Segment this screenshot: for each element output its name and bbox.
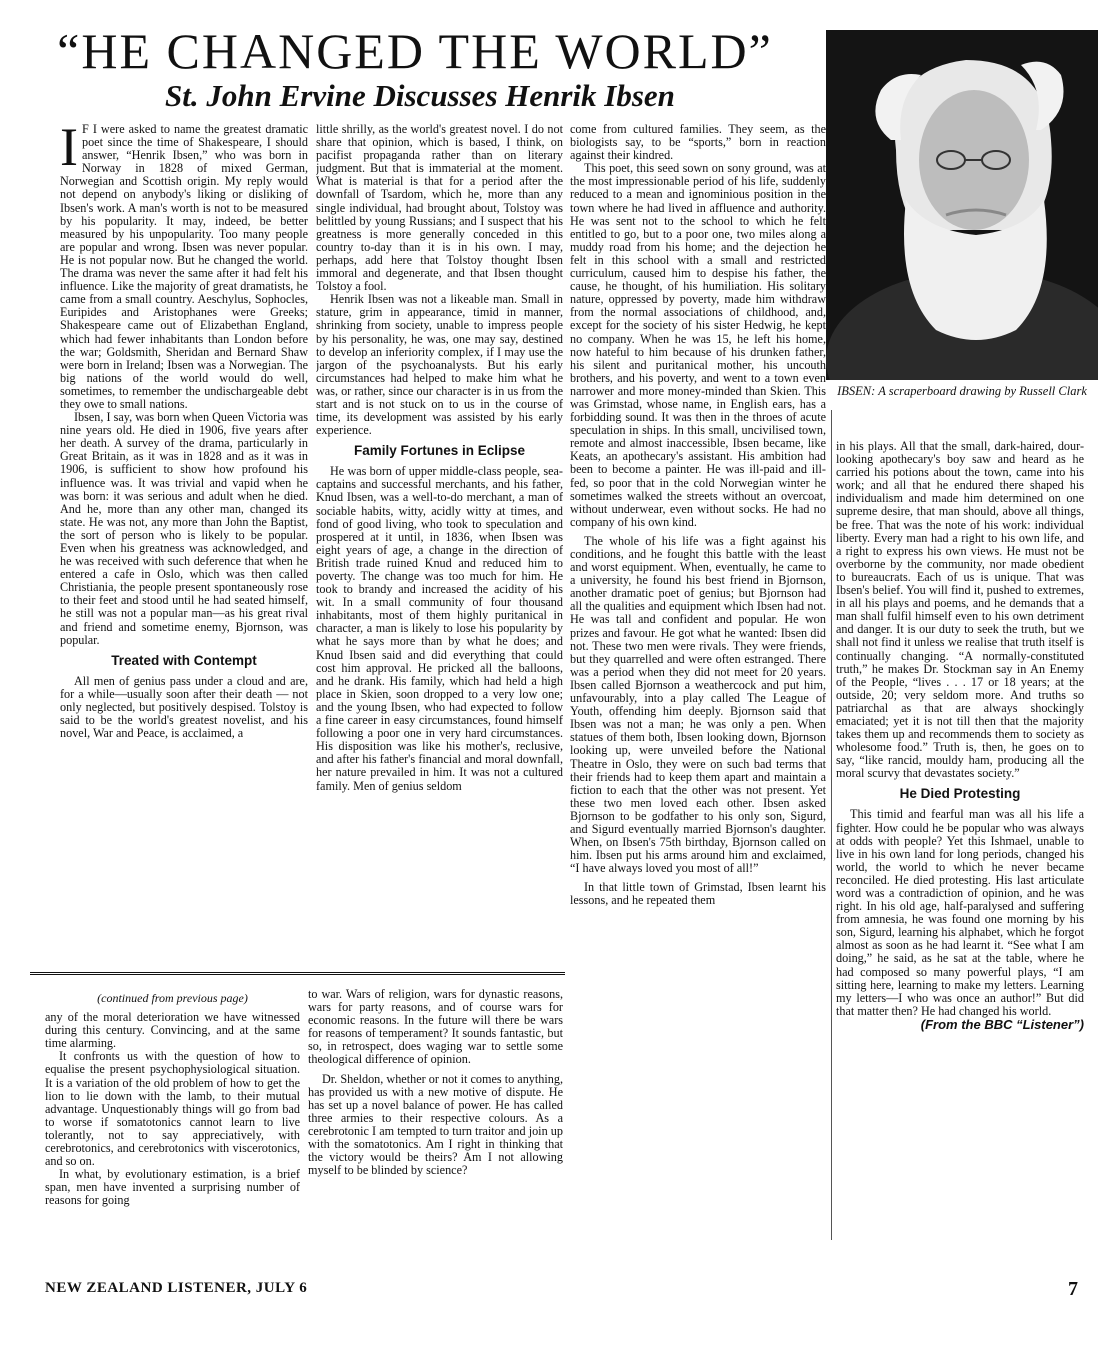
- col3-p1: come from cultured families. They seem, as the biologists say, to be “sports,” born in reaction against their kindred.: [570, 123, 826, 163]
- page-number: 7: [1068, 1278, 1078, 1300]
- continued-column-a: [45, 988, 300, 1238]
- section-heading-he-died-protesting: He Died Protesting: [899, 786, 1021, 802]
- column-divider: [831, 410, 832, 1240]
- col4-p1: in his plays. All that the small, dark-haired, dour-looking apothecary's boy saw and heard as he carried his potions about the town, came into his work; and all that he endured there shaped his individualism and made him determined on one supreme desire, that man should, above all things, be free. That was the note of his work: individual liberty. Every man had a right to his own life, and a right to express his own views. He must not be overborne by the community, nor made obedient to bureaucrats. Each of us is unique. That was Ibsen's belief. You will find it, pushed to extremes, in all his plays and poems, and he demands that a man shall fulfil himself even to his own detriment and danger. It is our duty to seek the truth, but we shall not find it unless we realise that truth itself is continually changing. “A normally-constituted truth,” he makes Dr. Stockman say in An Enemy of the People, “lives . . . 17 or 18 years; at the outside, 20; very seldom more. And truths so patriarchal as that are always shockingly emaciated; yet it is not till then that the majority takes them up and recommends them to society as wholesome food.” Truth is, then, he goes on to say, “like rancid, mouldy ham, producing all the moral scurvy that devastates society.”: [836, 440, 1084, 781]
- continued-label: (continued from previous page): [97, 991, 248, 1005]
- subheadline: St. John Ervine Discusses Henrik Ibsen: [165, 78, 675, 113]
- col3-p3: The whole of his life was a fight against his conditions, and he fought this battle with the least and worst equipment. When, eventually, he came to a university, he found his best friend in Bjornson, another dramatic poet of genius; but Bjornson had all the qualities and equipment which Ibsen had not. He was tall and confident and popular. He won prizes and favour. He got what he wanted: Ibsen did not. These two men were rivals. They were friends, but they quarrelled and were often estranged. There was a period when they did not meet for 20 years. Ibsen called Bjornson a weathercock and put him, unfavourably, into a play called The League of Youth, offending him deeply. Bjornson said that Ibsen was not a man; he was only a pen. When statues of them both, Ibsen looking down, Bjornson looking up, were unveiled before the National Theatre in Oslo, they were on such bad terms that their friends had to keep them apart and maintain a fiction to each that the other was not present. Yet these two men loved each other. Ibsen asked Bjornson to be godfather to his only son, Sigurd, and Sigurd eventually married Bjornson's daughter. When, on Ibsen's 75th birthday, Bjornson called on him. Ibsen put his arms around him and exclaimed, “I have always loved you most of all!”: [570, 533, 826, 876]
- ibsen-portrait: [826, 30, 1098, 380]
- section-divider-rule: [30, 972, 565, 975]
- col1-p3: All men of genius pass under a cloud and are, for a while—usually soon after their death — not only neglected, but positively despised. Tolstoy is said to be the world's greatest novelist, and his novel, War and Peace, is acclaimed, a: [60, 673, 308, 741]
- source-credit: (From the BBC “Listener”): [920, 1016, 1084, 1032]
- contA-p3: In what, by evolutionary estimation, is a brief span, men have invented a surprising number of reasons for going: [45, 1167, 300, 1208]
- col3-p2: This poet, this seed sown on sony ground, was at the most impressionable period of his life, suddenly reduced to a mean and ignominious position in the town where he had lived in affluence and authority. He was sent not to the school to which he felt entitled to go, but to a poor one, two miles along a muddy road from his home; and the dejection he felt in this school with a small and restricted curriculum, caused him to despise his father, the cause, he thought, of his humiliation. His solitary nature, oppressed by poverty, made him withdraw from the normal associations of childhood, and, except for the society of his sister Hedwig, he kept no company. When he was 15, he left his home, now hateful to him because of his drunken father, his silent and puritanical mother, his uncouth brothers, and his poverty, and went to a town even narrower and more money-minded than Skien. This was Grimstad, whose name, in English ears, has a forbidding sound. It was then in the throes of acute speculation in ships. In this small, uncivilised town, remote and almost inaccessible, Ibsen became, like Keats, an apothecary's assistant. His ambition had been to become a painter. He was ill-paid and ill-fed, so poor that in the cold Norwegian winter he sometimes walked the streets without an overcoat, without underwear, even without socks. He had no company of his own kind.: [570, 161, 826, 529]
- col2-p2: Henrik Ibsen was not a likeable man. Small in stature, grim in appearance, timid in manner, shrinking from society, unable to impress people by his personality, he was, one may say, destined to develop an inferiority complex, if I may use the jargon of the psychoanalysts. But his early circumstances had helped to make him what he was, or rather, since our character is in us from the start and is not stuck on to us in the course of time, its development was assisted by his early experience.: [316, 292, 563, 438]
- article-column-4: [836, 440, 1084, 1270]
- col2-p1: little shrilly, as the world's greatest novel. I do not share that opinion, which is based, I think, on pacifist propaganda rather than on literary judgment. But that is immaterial at the moment. What is material is that for a period after the downfall of Tsardom, which he, more than any single individual, had brought about, Tolstoy was belittled by young Russians; and I suspect that his greatness is more generally conceded in this country to-day than it is in his own. I may, perhaps, add here that Tolstoy thought Ibsen immoral and degenerate, and that Ibsen thought Tolstoy a fool.: [316, 123, 563, 294]
- col1-p1: F I were asked to name the greatest dramatic poet since the time of Shakespeare, I should answer, “Henrik Ibsen,” who was born in Norway in 1828 of mixed German, Norwegian and Scottish origin. My reply would not depend on anybody's liking or disliking of Ibsen's work. A man's worth is not to be measured by his popularity. It may, indeed, be better measured by his unpopularity. Too many people are popular and wrong. Ibsen was never popular. He is not popular now. But he changed the world. The drama was never the same after it had felt his influence. Like the majority of great dramatists, he came from a small country. Aeschylus, Sophocles, Euripides and Aristophanes were Greeks; Shakespeare came out of Elizabethan England, which had fewer inhabitants than London before the war; Goldsmith, Sheridan and Bernard Shaw were born in Ireland; Ibsen was a Norwegian. The big nations of the world would do well, sometimes, to remember the undischargeable debt they owe to small nations.: [60, 123, 308, 411]
- col1-p2: Ibsen, I say, was born when Queen Victoria was nine years old. He died in 1906, five years after her death. A survey of the drama, particularly in Great Britain, as it was in 1828 and as it was in 1906, is sufficient to show how profound his influence was. It was trivial and vapid when he was born: it was serious and adult when he died. And he, more than any other man, changed its state. He was not, any more than John the Baptist, the sort of person who is likely to be popular. Even when his greatness was acknowledged, and he was received with such deference that when he entered a cafe in Oslo, which was then called Christiania, the people present spontaneously rose to their feet and stood until he had seated himself, he still was not a popular man—as his great rival and friend and sometime enemy, Bjornson, was popular.: [60, 410, 308, 647]
- contA-p2: It confronts us with the question of how to equalise the present psychophysiological situation. It is a variation of the old problem of how to get the lion to lie down with the lamb, to their mutual advantage. Unquestionably things will go from bad to worse if somatotonics cannot learn to live tolerantly, not to say appreciatively, with cerebrotonics, and cerebrotonics with viscerotonics, and so on.: [45, 1049, 300, 1169]
- opening-paragraph: [60, 123, 308, 411]
- article-column-2: [316, 123, 563, 965]
- magazine-footer: NEW ZEALAND LISTENER, JULY 6: [45, 1280, 308, 1296]
- portrait-drawing: [826, 30, 1098, 380]
- section-heading-family-fortunes: Family Fortunes in Eclipse: [353, 443, 526, 459]
- continued-column-b: [308, 988, 563, 1238]
- drop-cap: I: [60, 123, 78, 177]
- col3-p4: In that little town of Grimstad, Ibsen learnt his lessons, and he repeated them: [570, 880, 826, 908]
- article-column-3: [570, 123, 826, 1238]
- contA-p1: any of the moral deterioration we have witnessed during this century. Convincing, and at the same time alarming.: [45, 1010, 300, 1051]
- section-heading-treated-with-contempt: Treated with Contempt: [111, 652, 257, 668]
- portrait-caption: IBSEN: A scraperboard drawing by Russell Clark: [837, 384, 1087, 398]
- article-column-1: [60, 123, 308, 965]
- col2-p3: He was born of upper middle-class people, sea-captains and successful merchants, and his father, Knud Ibsen, was a well-to-do merchant, a man of sociable habits, witty, acidly witty at times, and fond of good living, who took to speculation and prospered at it until, in 1836, when Ibsen was eight years of age, a change in the direction of British trade ruined Knud and reduced him to poverty. The change was too much for him. He took to brandy and increased the acidity of his wit. In a small community of four thousand inhabitants, most of them highly puritanical in character, a man is likely to lose his popularity by what he says more than by what he does; and Knud Ibsen said and did everything that could cost him approval. He pricked all the balloons, and he drank. His family, which had held a high place in Skien, soon dropped to a very low one; and the young Ibsen, who had expected to follow a fine career in easy circumstances, found himself following a poor one in very hard circumstances. His disposition was like his mother's, reclusive, and after his father's financial and moral downfall, her nature prevailed in him. It was not a cultured family. Men of genius seldom: [316, 464, 563, 793]
- contB-p2: Dr. Sheldon, whether or not it comes to anything, has provided us with a new motive of dispute. He has set up a novel balance of power. He has called three armies to their respective colours. As a cerebrotonic I am tempted to turn traitor and join up with the somatotonics. Am I right in thinking that the victory would be theirs? Am I not allowing myself to be blinded by science?: [308, 1071, 563, 1178]
- headline: “HE CHANGED THE WORLD”: [57, 23, 773, 79]
- contB-p1: to war. Wars of religion, wars for dynastic reasons, wars for party reasons, and of course wars for economic reasons. In the future will there be wars for reasons of temperament? It sounds fantastic, but so, in retrospect, does waging war to settle some theological difference of opinion.: [308, 988, 563, 1067]
- col4-p2: This timid and fearful man was all his life a fighter. How could he be popular who was always at odds with people? Yet this Ishmael, unable to live in his own land for long periods, changed his world, the world to which he never became reconciled. He died protesting. His last articulate word was a contradiction of opinion, and he was right. In his old age, half-paralysed and suffering from amnesia, he was found one morning by his son, Sigurd, learning his alphabet, which he forgot almost as soon as he had learnt it. “See what I am doing,” he said, as he sat at the table, where he had composed so many powerful plays, “I am sitting here, learning to make my letters. Learning my letters—I who was once an author!” But did that matter then? He had changed his world.: [836, 807, 1084, 1018]
